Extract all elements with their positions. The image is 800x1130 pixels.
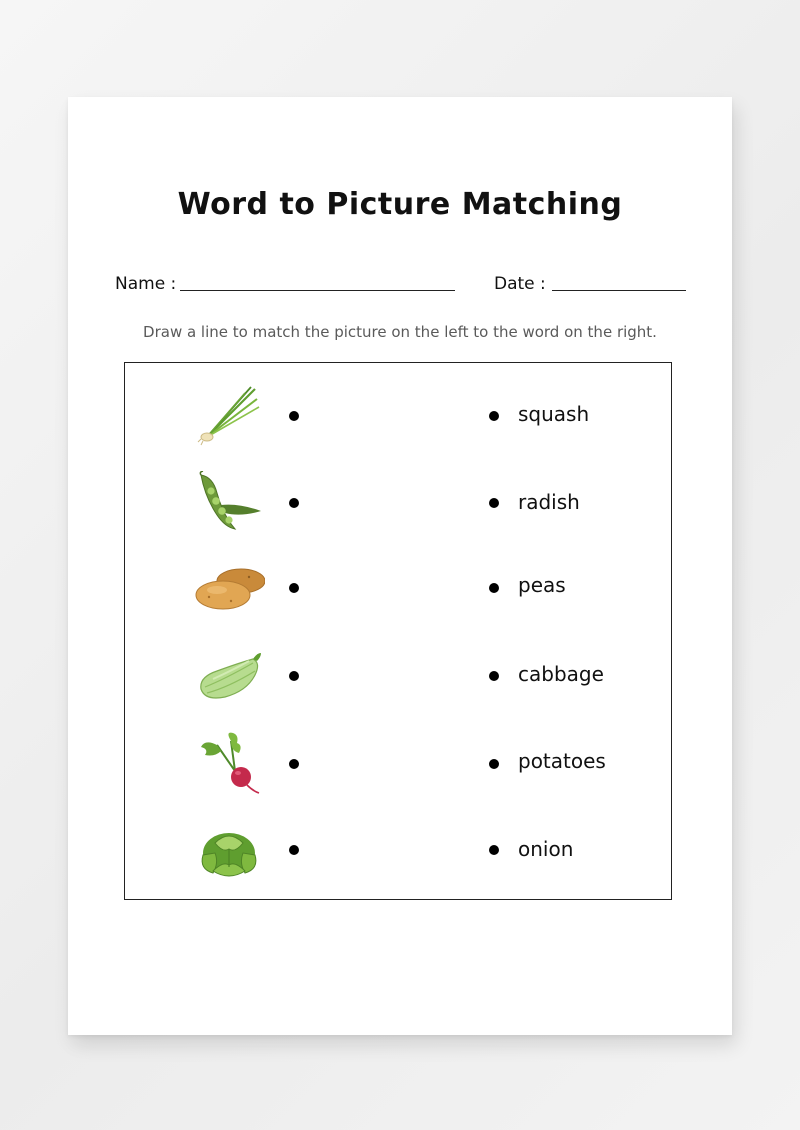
squash-icon [195,649,265,713]
worksheet-title: Word to Picture Matching [177,187,623,222]
left-dot[interactable] [289,411,299,421]
match-row [125,731,673,801]
matching-box [124,362,672,900]
left-dot[interactable] [289,845,299,855]
radish-icon [195,731,265,795]
worksheet-page [68,97,732,1035]
right-dot[interactable] [489,671,499,681]
potatoes-icon [195,563,265,627]
left-dot[interactable] [289,671,299,681]
word-label: potatoes [518,749,606,773]
word-label: radish [518,490,580,514]
name-line[interactable] [180,290,455,291]
green-onion-icon [195,385,265,449]
date-line[interactable] [552,290,686,291]
word-label: squash [518,402,590,426]
word-label: onion [518,837,574,861]
word-label: peas [518,573,566,597]
match-row [125,563,673,633]
right-dot[interactable] [489,411,499,421]
pea-pod-icon [195,471,265,535]
name-label: Name : [115,274,177,294]
match-row [125,471,673,541]
left-dot[interactable] [289,583,299,593]
match-row [125,823,673,893]
left-dot[interactable] [289,759,299,769]
cabbage-icon [195,823,265,887]
right-dot[interactable] [489,759,499,769]
match-row [125,385,673,455]
match-row [125,649,673,719]
date-label: Date : [494,274,546,294]
right-dot[interactable] [489,498,499,508]
right-dot[interactable] [489,583,499,593]
right-dot[interactable] [489,845,499,855]
instructions: Draw a line to match the picture on the left to the word on the right. [143,323,657,341]
word-label: cabbage [518,662,604,686]
left-dot[interactable] [289,498,299,508]
